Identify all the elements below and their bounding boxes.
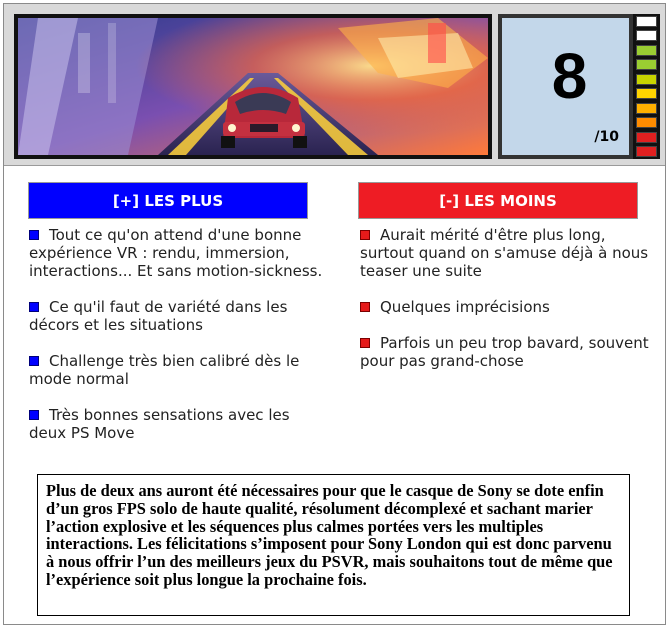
gauge-segment [636,132,657,143]
minus-item-text: Parfois un peu trop bavard, souvent pour pas grand-chose [360,334,649,370]
plus-header [28,182,308,219]
score-gauge [633,14,660,159]
plus-item-text: Challenge très bien calibré dès le mode normal [29,352,300,388]
game-banner-image [14,14,492,159]
list-item [29,226,329,280]
list-item [360,334,660,370]
plus-list [29,226,329,460]
review-header [4,4,665,166]
square-bullet-icon [360,230,370,240]
square-bullet-icon [29,356,39,366]
plus-title: [+] LES PLUS [112,191,224,210]
list-item [29,352,329,388]
list-item [29,406,329,442]
gauge-segment [636,146,657,157]
gauge-segment [636,88,657,99]
minus-list [360,226,660,388]
plus-item-text: Très bonnes sensations avec les deux PS Move [29,406,290,442]
minus-title: [-] LES MOINS [439,191,557,210]
minus-item-text: Quelques imprécisions [380,298,550,316]
gauge-segment [636,74,657,85]
gauge-segment [636,16,657,27]
score-box [498,14,633,159]
conclusion-text: Plus de deux ans auront été nécessaires pour que le casque de Sony se dote enfin d’un gros FPS solo de haute qualité, résolument décomplexé et sachant marier l’action explosive et les séquences plus calmes portées vers les multiples interactions. Les félicitations s’imposent pour Sony London qui est donc parvenu à nous offrir l’un des meilleurs jeux du PSVR, mais souhaitons tout de même que l’expérience soit plus longue la prochaine fois. [37,474,630,616]
gauge-segment [636,30,657,41]
gauge-segment [636,59,657,70]
square-bullet-icon [29,410,39,420]
score-value: 8 [551,40,588,112]
square-bullet-icon [29,302,39,312]
gauge-segment [636,103,657,114]
list-item [360,298,660,316]
square-bullet-icon [29,230,39,240]
list-item [29,298,329,334]
square-bullet-icon [360,302,370,312]
plus-item-text: Tout ce qu'on attend d'une bonne expérience VR : rendu, immersion, interactions... Et sans motion-sickness. [29,226,323,280]
gauge-segment [636,117,657,128]
minus-item-text: Aurait mérité d'être plus long, surtout quand on s'amuse déjà à nous teaser une suite [360,226,649,280]
car-chase-illustration [18,18,488,155]
score-max: /10 [594,129,619,145]
square-bullet-icon [360,338,370,348]
minus-header [358,182,638,219]
plus-item-text: Ce qu'il faut de variété dans les décors et les situations [29,298,288,334]
gauge-segment [636,45,657,56]
list-item [360,226,660,280]
review-card [3,3,666,625]
